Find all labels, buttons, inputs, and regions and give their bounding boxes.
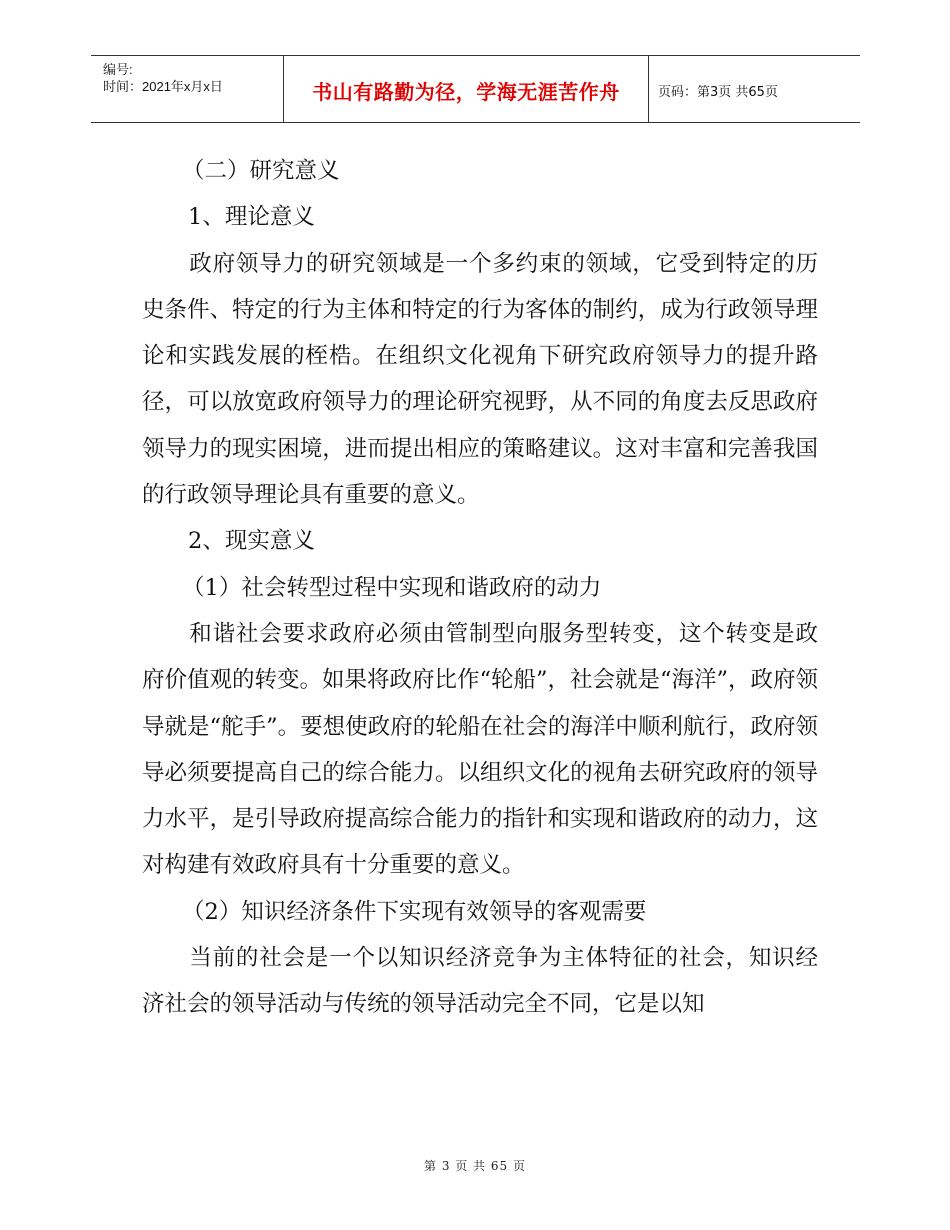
header-meta — [103, 61, 223, 95]
item-title-knowledge-economy: （2）知识经济条件下实现有效领导的客观需要 — [182, 898, 647, 925]
paragraph-harmonious-government: 和谐社会要求政府必须由管制型向服务型转变，这个转变是政府价值观的转变。如果将政府比作“轮船”，社会就是“海洋”，政府领导就是“舵手”。要想使政府的轮船在社会的海洋中顺利航行，政府领导必须要提高自己的综合能力。以组织文化的视角去研究政府的领导力水平，是引导政府提高综合能力的指针和实现和谐政府的动力，这对构建有效政府具有十分重要的意义。 — [142, 620, 819, 879]
number-label: 编号: — [103, 62, 133, 77]
subsection-title-practice: 2、现实意义 — [188, 528, 315, 555]
paragraph-knowledge-economy: 当前的社会是一个以知识经济竞争为主体特征的社会，知识经济社会的领导活动与传统的领导活动完全不同，它是以知 — [142, 945, 818, 1018]
subsection-title-theory: 1、理论意义 — [188, 204, 315, 231]
section-title: （二）研究意义 — [182, 158, 340, 184]
page-footer: 第 3 页 共 65 页 — [424, 1159, 526, 1173]
item-title-harmonious-government: （1）社会转型过程中实现和谐政府的动力 — [182, 574, 602, 601]
header-motto: 书山有路勤为径，学海无涯苦作舟 — [312, 80, 620, 104]
header-page-info: 页码：第3页 共65页 — [658, 85, 778, 100]
paragraph-theory: 政府领导力的研究领域是一个多约束的领域，它受到特定的历史条件、特定的行为主体和特定的行为客体的制约，成为行政领导理论和实践发展的桎梏。在组织文化视角下研究政府领导力的提升路径，可以放宽政府领导力的理论研究视野，从不同的角度去反思政府领导力的现实困境，进而提出相应的策略建议。这对丰富和完善我国的行政领导理论具有重要的意义。 — [142, 250, 818, 509]
header-divider — [648, 56, 649, 122]
document-body — [142, 148, 818, 1028]
time-label: 时间：2021年x月x日 — [103, 79, 223, 94]
page-header — [91, 55, 860, 123]
